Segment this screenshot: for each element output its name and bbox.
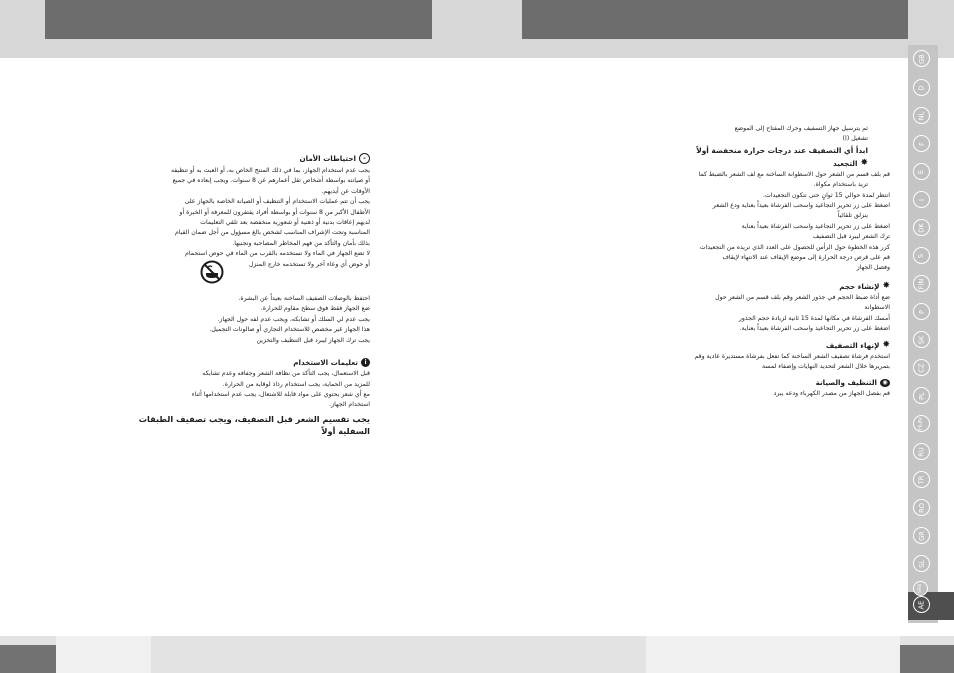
language-tab-gr[interactable]: GR — [913, 527, 930, 544]
safety-heading — [158, 153, 370, 164]
language-tab-d[interactable]: D — [913, 79, 930, 96]
language-tab-fin[interactable]: FIN — [913, 275, 930, 292]
usage-heading — [158, 358, 370, 367]
language-tab-hun[interactable]: HUN — [913, 415, 930, 432]
safety-line: الأوقات عن أيديهم. — [321, 187, 370, 195]
language-tab-ae[interactable]: AE — [913, 596, 930, 613]
curl-line: تريد باستخدام مكواة. — [813, 181, 868, 189]
right-footer-light — [646, 636, 900, 673]
curl-line: ترك الشعر ليبرد قبل التصفيف — [812, 233, 890, 241]
right-page-content — [640, 124, 890, 400]
language-tab-gb[interactable]: GB — [913, 50, 930, 67]
clean-heading — [640, 378, 890, 387]
sparkle-icon: ✸ — [882, 339, 890, 350]
safety-icon: – — [359, 153, 370, 164]
sparkle-icon: ✸ — [882, 280, 890, 291]
curl-line: وفصل الجهاز — [856, 264, 890, 272]
left-header-bar — [45, 0, 432, 39]
keep-line: احتفظ بالوصلات الصفيف الساخنة بعيداً عن البشرة. — [238, 295, 370, 303]
left-footer-light — [56, 636, 151, 673]
safety-line: أو حوض أي وعاء آخر ولا تستخدمه خارج المنزل — [248, 260, 370, 268]
safety-line: المناسبة وتحت الإشراف المناسب لشخص بالغ مسؤول من أجل ضمان القيام — [174, 229, 370, 237]
volume-line: ضع أداة ضبط الحجم في جذور الشعر وقم بلف قسم من الشعر حول — [715, 293, 890, 301]
finish-heading — [640, 341, 890, 350]
language-tab-nl[interactable]: NL — [913, 107, 930, 124]
clean-line: قم بفصل الجهاز من مصدر الكهرباء ودعه يبرد — [773, 390, 890, 398]
curl-title: التجعيد — [833, 158, 858, 168]
curl-line: ينزلق تلقائياً — [837, 212, 868, 220]
usage-bold-line: يجب تقسيم الشعر قبل التصفيف، ويجب تصفيف الطبقات — [138, 413, 370, 424]
language-tab-i[interactable]: I — [913, 191, 930, 208]
language-tab-cz[interactable]: CZ — [913, 359, 930, 376]
info-icon: i — [361, 358, 370, 367]
usage-bold-line: السفلية أولاً — [321, 425, 370, 436]
language-tab-s[interactable]: S — [913, 247, 930, 264]
safety-line: يجب أن تتم عمليات الاستخدام أو التنظيف أو الصيانة الخاصة بالجهاز على — [184, 198, 370, 206]
safety-line: لديهم إعاقات بدنية أو ذهنية أو شعورية منخفضة بعد تلقي التعليمات — [200, 219, 370, 227]
volume-heading — [640, 282, 890, 291]
intro-line-1: ثم يترسيل جهاز التسفيف وحرك المفتاح إلى الموضع — [734, 125, 868, 132]
language-tab-ru[interactable]: RU — [913, 443, 930, 460]
finish-title: لإنهاء التصفيف — [825, 340, 880, 350]
right-footer-dark — [900, 645, 954, 673]
safety-line: الأطفال الأكبر من 8 سنوات أو بواسطة أفراد يفتقرون للمعرفة أو الخبرة أو — [179, 208, 370, 216]
language-tab-sl[interactable]: SL — [913, 555, 930, 572]
curl-heading — [640, 159, 890, 168]
safety-title: احتياطات الأمان — [299, 154, 356, 163]
volume-line: الاسطوانة — [864, 304, 890, 312]
left-page-content — [138, 153, 370, 437]
curl-line: انتظر لمدة حوالي 15 ثوانٍ حتى تتكون التجعيدات. — [762, 191, 890, 199]
safety-line: يجب عدم استخدام الجهاز، بما في ذلك المنتج الخاص به، أو العبث به أو تنظيفه — [170, 167, 370, 174]
safety-line: بذلك بأمان والتأكد من فهم المخاطر المصاحبة وتجنبها. — [232, 239, 370, 247]
language-tab-tr[interactable]: TR — [913, 471, 930, 488]
no-bath-icon — [200, 260, 224, 284]
language-tab-sk[interactable]: SK — [913, 331, 930, 348]
curl-line: كرر هذه الخطوة حول الرأس للحصول على العدد الذي تريده من التجعيدات — [699, 243, 890, 251]
intro-bold: ابدأ أي التصفيف عند درجات حرارة منخفضة أولاً — [696, 145, 868, 155]
curl-line: قم على قرص درجة الحرارة إلى موضع الإيقاف عند الانتهاء لإيقاف — [722, 254, 890, 262]
keep-line: يجب ترك الجهاز ليبرد قبل التنظيف والتخزين — [256, 336, 370, 344]
curl-line: قم بلف قسم من الشعر حول الاسطوانة الساخنة مع لف الشعر بالضبط كما — [698, 170, 890, 178]
volume-title: لإنشاء حجم — [839, 281, 880, 291]
keep-line: ضع الجهاز فقط فوق سطح مقاوم للحرارة. — [260, 305, 370, 313]
usage-line: للمزيد من الحماية، يجب استخدام رذاذ لوقاية من الحرارة. — [222, 380, 370, 388]
language-tab-ro[interactable]: RO — [913, 499, 930, 516]
right-header-bar — [522, 0, 908, 39]
usage-line: قبل الاستعمال، يجب التأكد من نظافة الشعر وجفافه وعدم تشابكه — [202, 370, 370, 378]
curl-line: اضغط على زر تحرير التجاعيد واسحب الفرشاة بعيداً بعناية ودع الشعر — [712, 202, 890, 210]
safety-line: لا تضع الجهاز في الماء ولا تستخدمه بالقرب من الماء في حوض استحمام — [185, 250, 370, 258]
curl-line: اضغط على زر تحرير التجاعيد واسحب الفرشاة بعيداً بعناية — [741, 222, 890, 230]
finish-line: استخدم فرشاة تصفيف الشعر الساخنة كما تفعل بفرشاة مستديرة عادية وقم — [694, 352, 890, 360]
finish-line: بتمريرها خلال الشعر لتحديد النهايات وإضفاء لمسة — [762, 362, 890, 370]
safety-line: أو صيانته بواسطة أشخاص تقل أعمارهم عن 8 سنوات. ويجب إبعاده في جميع — [172, 177, 370, 185]
usage-title: تعليمات الاستخدام — [293, 358, 358, 368]
intro-line-2: تشغيل (I) — [842, 135, 868, 143]
volume-line: اضغط على زر تحرير التجاعيد واسحب الفرشاة بعيداً بعناية. — [739, 325, 890, 333]
sparkle-icon: ✸ — [860, 157, 868, 168]
cleaning-icon: ◉ — [880, 379, 890, 387]
keep-line: يجب عدم لي السلك أو تشابكه، ويجب عدم لفه حول الجهاز. — [217, 315, 370, 323]
volume-line: أمسك الفرشاة في مكانها لمدة 15 ثانية لزيادة حجم الجذور — [738, 314, 890, 322]
usage-line: استخدام الجهاز. — [329, 401, 370, 409]
keep-line: هذا الجهاز غير مخصص للاستخدام التجاري أو صالونات التجميل. — [209, 326, 370, 334]
language-tab-dk[interactable]: DK — [913, 219, 930, 236]
language-tab-p[interactable]: P — [913, 303, 930, 320]
warning-symbol-row — [158, 270, 370, 294]
clean-title: التنظيف والصيانة — [815, 378, 877, 388]
language-tab-e[interactable]: E — [913, 163, 930, 180]
language-tab-f[interactable]: F — [913, 135, 930, 152]
language-tab-srb[interactable]: SRB — [913, 581, 928, 596]
left-footer-dark — [0, 645, 56, 673]
language-tab-pl[interactable]: PL — [913, 387, 930, 404]
usage-line: مع أي شعر يحتوي على مواد قابلة للاشتعال، يجب عدم استخدامها أثناء — [191, 390, 370, 398]
